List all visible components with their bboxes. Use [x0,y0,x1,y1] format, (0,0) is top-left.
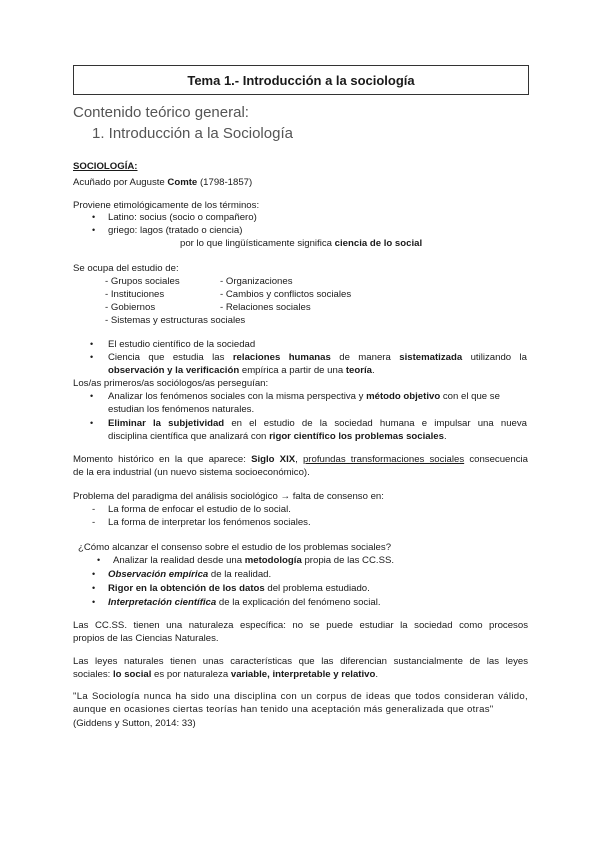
list-item: Eliminar la subjetividad en el estudio de la sociedad humana e impulsar una nueva [108,418,527,429]
list-item: griego: lagos (tratado o ciencia) [108,225,243,236]
list-item: - Sistemas y estructuras sociales [105,315,246,326]
leyes-line-1: Las leyes naturales tienen unas características que las diferencian sustancialmente de las leyes [73,656,528,667]
list-item: - Cambios y conflictos sociales [220,289,352,300]
dash-icon: - [92,517,96,528]
list-item: - Grupos sociales [105,276,180,287]
bullet-icon: • [90,418,94,428]
list-item-continuation: observación y la verificación empírica a partir de una teoría. [108,365,375,376]
primeros-intro: Los/as primeros/as sociólogos/as perseguían: [73,378,269,389]
leyes-line-2: sociales: lo social es por naturaleza variable, interpretable y relativo. [73,669,379,680]
acunado-line: Acuñado por Auguste Comte (1798-1857) [73,177,253,188]
subsection-heading: 1. Introducción a la Sociología [92,125,293,142]
list-item: - Relaciones sociales [220,302,311,313]
bullet-icon: • [92,569,96,579]
bullet-icon: • [90,352,94,362]
list-item: Latino: socius (socio o compañero) [108,212,257,223]
etimologia-conclusion: por lo que lingüísticamente significa ciencia de lo social [180,238,423,249]
bullet-icon: • [97,555,101,565]
momento-line-2: de la era industrial (un nuevo sistema socioeconómico). [73,467,310,478]
list-item: La forma de enfocar el estudio de lo social. [108,504,291,515]
sociologia-label: SOCIOLOGÍA: [73,161,138,172]
problema-intro: Problema del paradigma del análisis sociológico → falta de consenso en: [73,491,384,502]
bullet-icon: • [92,225,96,235]
list-item: - Organizaciones [220,276,293,287]
list-item: - Instituciones [105,289,165,300]
momento-line: Momento histórico en la que aparece: Siglo XIX, profundas transformaciones sociales consecuencia [73,454,528,465]
etimologia-intro: Proviene etimológicamente de los términos: [73,200,260,211]
bullet-icon: • [90,391,94,401]
list-item: Analizar los fenómenos sociales con la misma perspectiva y método objetivo con el que se [108,391,500,402]
bullet-icon: • [90,339,94,349]
section-heading: Contenido teórico general: [73,104,249,121]
list-item-continuation: estudian los fenómenos naturales. [108,404,255,415]
bullet-icon: • [92,583,96,593]
ccss-line-1: Las CC.SS. tienen una naturaleza específica: no se puede estudiar la sociedad como procesos [73,620,528,631]
list-item: Interpretación científica de la explicación del fenómeno social. [108,597,381,608]
list-item: Analizar la realidad desde una metodología propia de las CC.SS. [113,555,395,566]
bullet-icon: • [92,212,96,222]
dash-icon: - [92,504,96,515]
list-item-continuation: disciplina científica que analizará con rigor científico los problemas sociales. [108,431,447,442]
list-item: - Gobiernos [105,302,156,313]
bullet-icon: • [92,597,96,607]
list-item: Observación empírica de la realidad. [108,569,272,580]
list-item: Ciencia que estudia las relaciones humanas de manera sistematizada utilizando la [108,352,527,363]
ocupa-intro: Se ocupa del estudio de: [73,263,179,274]
list-item: La forma de interpretar los fenómenos sociales. [108,517,311,528]
list-item: El estudio científico de la sociedad [108,339,256,350]
consenso-question: ¿Cómo alcanzar el consenso sobre el estudio de los problemas sociales? [78,542,392,553]
list-item: Rigor en la obtención de los datos del problema estudiado. [108,583,370,594]
quote-text: "La Sociología nunca ha sido una disciplina con un corpus de ideas que todos consideran válido, aunque en ocasiones ciertas teorías han tenido una aceptación más generalizada que otras" [73,691,528,715]
page-title: Tema 1.- Introducción a la sociología [73,65,529,95]
ccss-line-2: propios de las Ciencias Naturales. [73,633,219,644]
quote-citation: (Giddens y Sutton, 2014: 33) [73,718,196,729]
